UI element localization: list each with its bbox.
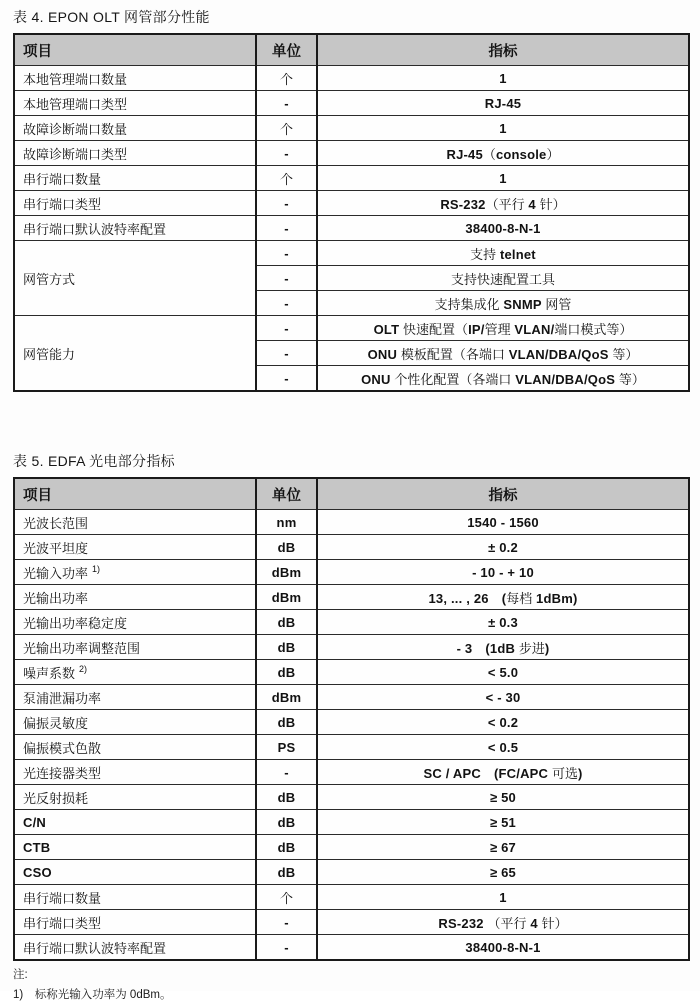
table-row [14, 685, 689, 710]
value-cell: ≥ 51 [317, 810, 689, 835]
value-cell: 38400-8-N-1 [317, 935, 689, 961]
table-row [14, 66, 689, 91]
unit-cell: 个 [256, 66, 317, 91]
unit-cell: - [256, 366, 317, 392]
value-cell: < 5.0 [317, 660, 689, 685]
item-cell: C/N [14, 810, 256, 835]
item-cell: 泵浦泄漏功率 [14, 685, 256, 710]
value-cell: - 10 - + 10 [317, 560, 689, 585]
column-header: 指标 [317, 478, 689, 510]
table-row [14, 560, 689, 585]
unit-cell: dBm [256, 685, 317, 710]
unit-cell: dB [256, 785, 317, 810]
unit-cell: - [256, 910, 317, 935]
unit-cell: - [256, 316, 317, 341]
table-row [14, 935, 689, 961]
value-cell: SC / APC (FC/APC 可选) [317, 760, 689, 785]
value-cell: ≥ 65 [317, 860, 689, 885]
unit-cell: dB [256, 810, 317, 835]
unit-cell: - [256, 216, 317, 241]
item-cell: CTB [14, 835, 256, 860]
value-cell: RJ-45（console） [317, 141, 689, 166]
column-header: 单位 [256, 478, 317, 510]
item-cell: 偏振模式色散 [14, 735, 256, 760]
table-row [14, 91, 689, 116]
value-cell: 支持 telnet [317, 241, 689, 266]
value-cell: < - 30 [317, 685, 689, 710]
value-cell: ± 0.2 [317, 535, 689, 560]
item-cell: 光输出功率调整范围 [14, 635, 256, 660]
value-cell: < 0.2 [317, 710, 689, 735]
table-row [14, 316, 689, 341]
table4-title: 表 4. EPON OLT 网管部分性能 [13, 9, 210, 25]
value-cell: 1 [317, 116, 689, 141]
value-cell: 1 [317, 66, 689, 91]
unit-cell: 个 [256, 116, 317, 141]
value-cell: ONU 模板配置（各端口 VLAN/DBA/QoS 等） [317, 341, 689, 366]
unit-cell: dBm [256, 585, 317, 610]
item-cell: 光波长范围 [14, 510, 256, 535]
table-row [14, 510, 689, 535]
item-cell: 光输出功率稳定度 [14, 610, 256, 635]
item-cell: 网管能力 [14, 316, 256, 392]
item-cell: 光连接器类型 [14, 760, 256, 785]
item-cell: 故障诊断端口数量 [14, 116, 256, 141]
footnotes [13, 968, 688, 1003]
notes-label: 注: [13, 969, 28, 981]
table-row [14, 760, 689, 785]
note-item: 1) 标称光输入功率为 0dBm。 [13, 989, 172, 1001]
unit-cell: - [256, 141, 317, 166]
item-cell: 本地管理端口数量 [14, 66, 256, 91]
value-cell: 支持快速配置工具 [317, 266, 689, 291]
value-cell: RJ-45 [317, 91, 689, 116]
unit-cell: - [256, 91, 317, 116]
item-cell: 噪声系数 $^{2)}$ [14, 660, 256, 685]
item-cell: 串行端口数量 [14, 166, 256, 191]
unit-cell: - [256, 935, 317, 961]
table5-title: 表 5. EDFA 光电部分指标 [13, 453, 175, 469]
value-cell: ONU 个性化配置（各端口 VLAN/DBA/QoS 等） [317, 366, 689, 392]
value-cell: 13, ... , 26 (每档 1dBm) [317, 585, 689, 610]
table-row [14, 910, 689, 935]
item-cell: 网管方式 [14, 241, 256, 316]
unit-cell: PS [256, 735, 317, 760]
column-header: 项目 [14, 478, 256, 510]
value-cell: 38400-8-N-1 [317, 216, 689, 241]
item-cell: 光反射损耗 [14, 785, 256, 810]
unit-cell: - [256, 291, 317, 316]
unit-cell: - [256, 760, 317, 785]
table-row [14, 610, 689, 635]
value-cell: OLT 快速配置（IP/管理 VLAN/端口模式等） [317, 316, 689, 341]
table-row [14, 785, 689, 810]
table-row [14, 535, 689, 560]
table-row [14, 835, 689, 860]
value-cell: ≥ 67 [317, 835, 689, 860]
value-cell: - 3 (1dB 步进) [317, 635, 689, 660]
item-cell: 故障诊断端口类型 [14, 141, 256, 166]
unit-cell: dB [256, 660, 317, 685]
table-row [14, 216, 689, 241]
column-header: 项目 [14, 34, 256, 66]
column-header: 单位 [256, 34, 317, 66]
table-row [14, 810, 689, 835]
header-row [14, 478, 689, 510]
unit-cell: dBm [256, 560, 317, 585]
unit-cell: 个 [256, 885, 317, 910]
table-row [14, 885, 689, 910]
table-row [14, 660, 689, 685]
value-cell: RS-232 （平行 4 针） [317, 910, 689, 935]
table-row [14, 116, 689, 141]
item-cell: 光输入功率 $^{1)}$ [14, 560, 256, 585]
unit-cell: dB [256, 860, 317, 885]
item-cell: CSO [14, 860, 256, 885]
item-cell: 偏振灵敏度 [14, 710, 256, 735]
value-cell: 1540 - 1560 [317, 510, 689, 535]
table-row [14, 191, 689, 216]
table-row [14, 585, 689, 610]
unit-cell: dB [256, 610, 317, 635]
value-cell: RS-232（平行 4 针） [317, 191, 689, 216]
item-cell: 串行端口类型 [14, 191, 256, 216]
unit-cell: - [256, 266, 317, 291]
table5-edfa-specs [13, 477, 690, 961]
item-cell: 串行端口默认波特率配置 [14, 935, 256, 961]
item-cell: 串行端口类型 [14, 910, 256, 935]
unit-cell: 个 [256, 166, 317, 191]
unit-cell: - [256, 241, 317, 266]
table4-epon-olt-specs [13, 33, 690, 392]
value-cell: 1 [317, 166, 689, 191]
header-row [14, 34, 689, 66]
value-cell: 1 [317, 885, 689, 910]
unit-cell: dB [256, 835, 317, 860]
unit-cell: - [256, 191, 317, 216]
value-cell: ± 0.3 [317, 610, 689, 635]
table-row [14, 710, 689, 735]
table-row [14, 635, 689, 660]
unit-cell: dB [256, 710, 317, 735]
item-cell: 串行端口默认波特率配置 [14, 216, 256, 241]
unit-cell: - [256, 341, 317, 366]
item-cell: 本地管理端口类型 [14, 91, 256, 116]
note-items [13, 988, 688, 1003]
unit-cell: nm [256, 510, 317, 535]
table-row [14, 860, 689, 885]
table-row [14, 241, 689, 266]
column-header: 指标 [317, 34, 689, 66]
value-cell: 支持集成化 SNMP 网管 [317, 291, 689, 316]
unit-cell: dB [256, 635, 317, 660]
item-cell: 光波平坦度 [14, 535, 256, 560]
item-cell: 光输出功率 [14, 585, 256, 610]
item-cell: 串行端口数量 [14, 885, 256, 910]
unit-cell: dB [256, 535, 317, 560]
table-row [14, 141, 689, 166]
table-row [14, 735, 689, 760]
table-row [14, 166, 689, 191]
value-cell: ≥ 50 [317, 785, 689, 810]
value-cell: < 0.5 [317, 735, 689, 760]
